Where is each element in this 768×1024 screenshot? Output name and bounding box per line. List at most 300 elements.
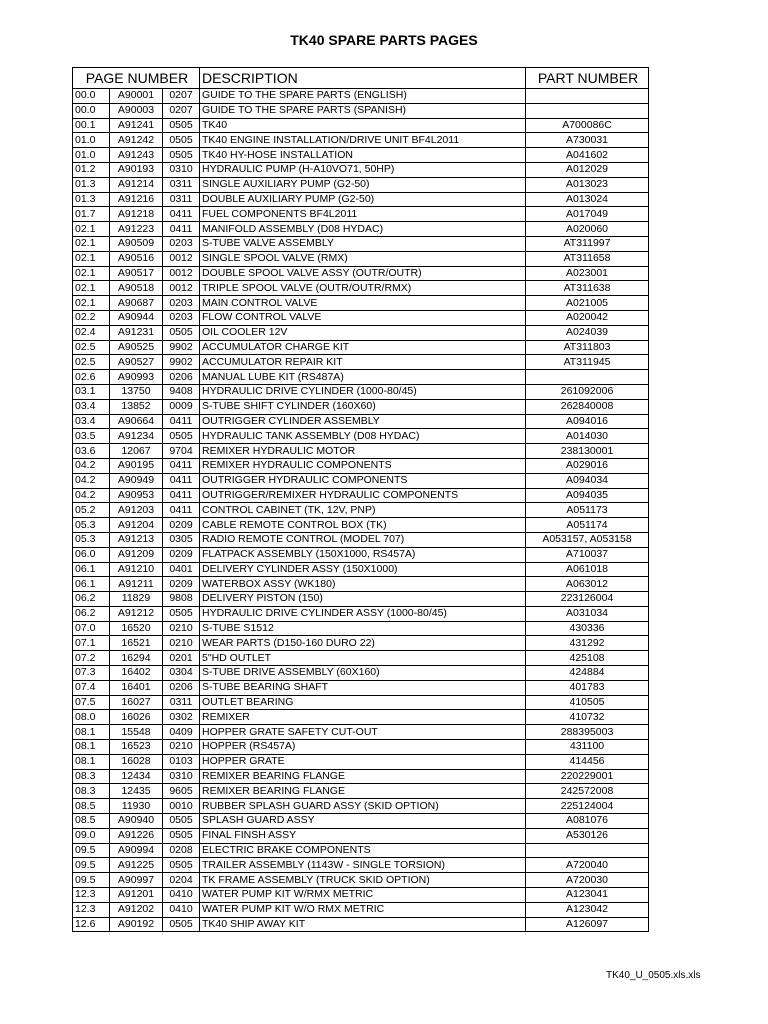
page-section-cell: 02.1 bbox=[73, 251, 110, 266]
page-revision-cell: 0505 bbox=[163, 606, 200, 621]
page-section-cell: 01.7 bbox=[73, 207, 110, 222]
page-code-cell: 12434 bbox=[110, 769, 163, 784]
page-code-cell: A90994 bbox=[110, 843, 163, 858]
page-code-cell: 13750 bbox=[110, 384, 163, 399]
page-code-cell: A91210 bbox=[110, 562, 163, 577]
page-section-cell: 08.3 bbox=[73, 769, 110, 784]
table-row bbox=[73, 592, 649, 607]
description-cell: 5"HD OUTLET bbox=[200, 651, 526, 666]
page-section-cell: 05.3 bbox=[73, 518, 110, 533]
page-section-cell: 05.3 bbox=[73, 532, 110, 547]
description-cell: SINGLE SPOOL VALVE (RMX) bbox=[200, 251, 526, 266]
page-revision-cell: 0411 bbox=[163, 488, 200, 503]
part-number-cell: A081076 bbox=[526, 814, 649, 829]
description-cell: TK FRAME ASSEMBLY (TRUCK SKID OPTION) bbox=[200, 873, 526, 888]
page-revision-cell: 0203 bbox=[163, 236, 200, 251]
page-code-cell: 11829 bbox=[110, 592, 163, 607]
part-number-cell: A123042 bbox=[526, 902, 649, 917]
page-code-cell: A90193 bbox=[110, 162, 163, 177]
page-code-cell: A91214 bbox=[110, 177, 163, 192]
page-revision-cell: 0505 bbox=[163, 828, 200, 843]
page-code-cell: A91202 bbox=[110, 902, 163, 917]
table-row bbox=[73, 562, 649, 577]
part-number-cell: A730031 bbox=[526, 133, 649, 148]
page-section-cell: 08.1 bbox=[73, 725, 110, 740]
part-number-cell: AT311997 bbox=[526, 236, 649, 251]
page-code-cell: A91226 bbox=[110, 828, 163, 843]
table-row bbox=[73, 858, 649, 873]
part-number-cell bbox=[526, 843, 649, 858]
page-section-cell: 09.0 bbox=[73, 828, 110, 843]
table-row bbox=[73, 207, 649, 222]
table-row bbox=[73, 325, 649, 340]
page-revision-cell: 0310 bbox=[163, 162, 200, 177]
page-code-cell: 16026 bbox=[110, 710, 163, 725]
part-number-cell: A013023 bbox=[526, 177, 649, 192]
page-code-cell: A91218 bbox=[110, 207, 163, 222]
table-row bbox=[73, 814, 649, 829]
table-row bbox=[73, 547, 649, 562]
page-section-cell: 09.5 bbox=[73, 858, 110, 873]
part-number-cell: A013024 bbox=[526, 192, 649, 207]
table-row bbox=[73, 355, 649, 370]
page-section-cell: 09.5 bbox=[73, 873, 110, 888]
page-code-cell: A91231 bbox=[110, 325, 163, 340]
table-row bbox=[73, 873, 649, 888]
page-code-cell: A90517 bbox=[110, 266, 163, 281]
description-cell: S-TUBE VALVE ASSEMBLY bbox=[200, 236, 526, 251]
part-number-cell: 425108 bbox=[526, 651, 649, 666]
part-number-cell: A012029 bbox=[526, 162, 649, 177]
page-code-cell: A90509 bbox=[110, 236, 163, 251]
page-revision-cell: 0012 bbox=[163, 251, 200, 266]
page-code-cell: 16521 bbox=[110, 636, 163, 651]
page-code-cell: A91213 bbox=[110, 532, 163, 547]
part-number-cell: 424884 bbox=[526, 666, 649, 681]
page-section-cell: 03.6 bbox=[73, 444, 110, 459]
part-number-cell: A123041 bbox=[526, 888, 649, 903]
page-revision-cell: 0505 bbox=[163, 917, 200, 932]
page-section-cell: 06.1 bbox=[73, 577, 110, 592]
page-revision-cell: 0302 bbox=[163, 710, 200, 725]
page-section-cell: 02.5 bbox=[73, 340, 110, 355]
part-number-cell: A024039 bbox=[526, 325, 649, 340]
page-revision-cell: 0203 bbox=[163, 296, 200, 311]
table-row bbox=[73, 384, 649, 399]
description-cell: DELIVERY CYLINDER ASSY (150X1000) bbox=[200, 562, 526, 577]
page-revision-cell: 0409 bbox=[163, 725, 200, 740]
page-revision-cell: 0304 bbox=[163, 666, 200, 681]
page-title: TK40 SPARE PARTS PAGES bbox=[290, 32, 478, 48]
table-row bbox=[73, 577, 649, 592]
page-revision-cell: 0203 bbox=[163, 310, 200, 325]
table-row bbox=[73, 769, 649, 784]
spare-parts-table bbox=[72, 67, 649, 932]
description-cell: WATERBOX ASSY (WK180) bbox=[200, 577, 526, 592]
description-cell: RADIO REMOTE CONTROL (MODEL 707) bbox=[200, 532, 526, 547]
description-cell: HYDRAULIC TANK ASSEMBLY (D08 HYDAC) bbox=[200, 429, 526, 444]
page-code-cell: A91201 bbox=[110, 888, 163, 903]
part-number-cell: 261092006 bbox=[526, 384, 649, 399]
page-revision-cell: 9605 bbox=[163, 784, 200, 799]
part-number-cell: A720030 bbox=[526, 873, 649, 888]
page-code-cell: A90518 bbox=[110, 281, 163, 296]
page-revision-cell: 0505 bbox=[163, 325, 200, 340]
table-row bbox=[73, 370, 649, 385]
description-cell: FINAL FINSH ASSY bbox=[200, 828, 526, 843]
page-revision-cell: 0210 bbox=[163, 636, 200, 651]
page-code-cell: 16401 bbox=[110, 680, 163, 695]
part-number-cell bbox=[526, 89, 649, 104]
page-section-cell: 02.5 bbox=[73, 355, 110, 370]
page-code-cell: 16294 bbox=[110, 651, 163, 666]
description-cell: RUBBER SPLASH GUARD ASSY (SKID OPTION) bbox=[200, 799, 526, 814]
table-header-row bbox=[73, 68, 649, 89]
page-code-cell: 12435 bbox=[110, 784, 163, 799]
description-cell: S-TUBE S1512 bbox=[200, 621, 526, 636]
page-code-cell: A90516 bbox=[110, 251, 163, 266]
page-revision-cell: 0505 bbox=[163, 814, 200, 829]
page-code-cell: A90527 bbox=[110, 355, 163, 370]
table-row bbox=[73, 296, 649, 311]
table-row bbox=[73, 621, 649, 636]
description-cell: ACCUMULATOR CHARGE KIT bbox=[200, 340, 526, 355]
page-section-cell: 12.3 bbox=[73, 888, 110, 903]
page-revision-cell: 0411 bbox=[163, 222, 200, 237]
page-revision-cell: 0204 bbox=[163, 873, 200, 888]
table-row bbox=[73, 784, 649, 799]
page-code-cell: A90953 bbox=[110, 488, 163, 503]
part-number-cell: A094016 bbox=[526, 414, 649, 429]
table-row bbox=[73, 162, 649, 177]
table-row bbox=[73, 843, 649, 858]
description-cell: CABLE REMOTE CONTROL BOX (TK) bbox=[200, 518, 526, 533]
part-number-cell: A063012 bbox=[526, 577, 649, 592]
file-name-footer: TK40_U_0505.xls.xls bbox=[606, 970, 701, 981]
page-code-cell: A90664 bbox=[110, 414, 163, 429]
table-row bbox=[73, 606, 649, 621]
part-number-cell: 242572008 bbox=[526, 784, 649, 799]
page-code-cell: A91225 bbox=[110, 858, 163, 873]
page-code-cell: A91223 bbox=[110, 222, 163, 237]
description-cell: MANUAL LUBE KIT (RS487A) bbox=[200, 370, 526, 385]
page-section-cell: 12.3 bbox=[73, 902, 110, 917]
page-revision-cell: 0411 bbox=[163, 207, 200, 222]
description-cell: TRAILER ASSEMBLY (1143W - SINGLE TORSION) bbox=[200, 858, 526, 873]
page-section-cell: 08.1 bbox=[73, 754, 110, 769]
page-section-cell: 01.3 bbox=[73, 192, 110, 207]
page-section-cell: 08.1 bbox=[73, 740, 110, 755]
page-revision-cell: 0311 bbox=[163, 192, 200, 207]
table-row bbox=[73, 251, 649, 266]
page-revision-cell: 0207 bbox=[163, 89, 200, 104]
page-code-cell: A90997 bbox=[110, 873, 163, 888]
part-number-cell: 430336 bbox=[526, 621, 649, 636]
page-section-cell: 02.1 bbox=[73, 281, 110, 296]
table-row bbox=[73, 636, 649, 651]
table-row bbox=[73, 799, 649, 814]
table-row bbox=[73, 754, 649, 769]
table-row bbox=[73, 192, 649, 207]
page-section-cell: 05.2 bbox=[73, 503, 110, 518]
page-revision-cell: 0209 bbox=[163, 577, 200, 592]
part-number-cell: AT311803 bbox=[526, 340, 649, 355]
part-number-cell: A014030 bbox=[526, 429, 649, 444]
page-section-cell: 00.0 bbox=[73, 89, 110, 104]
page-revision-cell: 0401 bbox=[163, 562, 200, 577]
table-row bbox=[73, 488, 649, 503]
description-cell: FLOW CONTROL VALVE bbox=[200, 310, 526, 325]
page-section-cell: 01.0 bbox=[73, 148, 110, 163]
table-row bbox=[73, 310, 649, 325]
page-code-cell: A90003 bbox=[110, 103, 163, 118]
table-row bbox=[73, 710, 649, 725]
page-section-cell: 08.5 bbox=[73, 799, 110, 814]
page-code-cell: A90949 bbox=[110, 473, 163, 488]
description-cell: OUTRIGGER CYLINDER ASSEMBLY bbox=[200, 414, 526, 429]
part-number-cell: A051173 bbox=[526, 503, 649, 518]
page-section-cell: 06.2 bbox=[73, 606, 110, 621]
table-row bbox=[73, 651, 649, 666]
part-number-cell: 431100 bbox=[526, 740, 649, 755]
page-revision-cell: 0311 bbox=[163, 177, 200, 192]
page-revision-cell: 0411 bbox=[163, 414, 200, 429]
description-cell: REMIXER bbox=[200, 710, 526, 725]
page-revision-cell: 0411 bbox=[163, 473, 200, 488]
description-cell: REMIXER BEARING FLANGE bbox=[200, 784, 526, 799]
part-number-cell bbox=[526, 103, 649, 118]
page-revision-cell: 0010 bbox=[163, 799, 200, 814]
page-section-cell: 06.0 bbox=[73, 547, 110, 562]
page-section-cell: 03.4 bbox=[73, 399, 110, 414]
part-number-cell: A061018 bbox=[526, 562, 649, 577]
part-number-cell: A020060 bbox=[526, 222, 649, 237]
page-section-cell: 07.0 bbox=[73, 621, 110, 636]
page-code-cell: A90525 bbox=[110, 340, 163, 355]
part-number-cell: 262840008 bbox=[526, 399, 649, 414]
table-row bbox=[73, 828, 649, 843]
description-cell: CONTROL CABINET (TK, 12V, PNP) bbox=[200, 503, 526, 518]
page-code-cell: A91212 bbox=[110, 606, 163, 621]
page-section-cell: 07.1 bbox=[73, 636, 110, 651]
page-section-cell: 02.6 bbox=[73, 370, 110, 385]
page-code-cell: A91216 bbox=[110, 192, 163, 207]
page-section-cell: 02.1 bbox=[73, 236, 110, 251]
table-row bbox=[73, 473, 649, 488]
description-cell: TK40 SHIP AWAY KIT bbox=[200, 917, 526, 932]
part-number-cell: A041602 bbox=[526, 148, 649, 163]
description-cell: S-TUBE DRIVE ASSEMBLY (60X160) bbox=[200, 666, 526, 681]
description-cell: GUIDE TO THE SPARE PARTS (ENGLISH) bbox=[200, 89, 526, 104]
table-row bbox=[73, 503, 649, 518]
page-revision-cell: 0411 bbox=[163, 503, 200, 518]
page-code-cell: 16028 bbox=[110, 754, 163, 769]
page-section-cell: 06.1 bbox=[73, 562, 110, 577]
part-number-cell: 225124004 bbox=[526, 799, 649, 814]
table-row bbox=[73, 399, 649, 414]
table-row bbox=[73, 458, 649, 473]
description-cell: WATER PUMP KIT W/O RMX METRIC bbox=[200, 902, 526, 917]
table-row bbox=[73, 725, 649, 740]
part-number-cell: 431292 bbox=[526, 636, 649, 651]
part-number-cell: A051174 bbox=[526, 518, 649, 533]
description-cell: REMIXER HYDRAULIC MOTOR bbox=[200, 444, 526, 459]
part-number-cell: 223126004 bbox=[526, 592, 649, 607]
page-revision-cell: 0311 bbox=[163, 695, 200, 710]
page-revision-cell: 0209 bbox=[163, 518, 200, 533]
table-row bbox=[73, 340, 649, 355]
part-number-cell: A710037 bbox=[526, 547, 649, 562]
table-row bbox=[73, 917, 649, 932]
page-section-cell: 04.2 bbox=[73, 488, 110, 503]
description-cell: DELIVERY PISTON (150) bbox=[200, 592, 526, 607]
page-revision-cell: 0208 bbox=[163, 843, 200, 858]
table-row bbox=[73, 680, 649, 695]
description-cell: OUTLET BEARING bbox=[200, 695, 526, 710]
page-code-cell: A91234 bbox=[110, 429, 163, 444]
page-code-cell: A90940 bbox=[110, 814, 163, 829]
page-section-cell: 12.6 bbox=[73, 917, 110, 932]
page-section-cell: 07.5 bbox=[73, 695, 110, 710]
table-row bbox=[73, 118, 649, 133]
table-row bbox=[73, 518, 649, 533]
part-number-cell: AT311638 bbox=[526, 281, 649, 296]
table-row bbox=[73, 695, 649, 710]
page-code-cell: A91211 bbox=[110, 577, 163, 592]
part-number-cell: A720040 bbox=[526, 858, 649, 873]
description-cell: HOPPER GRATE SAFETY CUT-OUT bbox=[200, 725, 526, 740]
page-code-cell: A90944 bbox=[110, 310, 163, 325]
page-section-cell: 06.2 bbox=[73, 592, 110, 607]
page-revision-cell: 0201 bbox=[163, 651, 200, 666]
page-revision-cell: 0206 bbox=[163, 680, 200, 695]
page-section-cell: 00.1 bbox=[73, 118, 110, 133]
part-number-cell: AT311945 bbox=[526, 355, 649, 370]
part-number-cell: A017049 bbox=[526, 207, 649, 222]
page-code-cell: A91243 bbox=[110, 148, 163, 163]
part-number-cell: A020042 bbox=[526, 310, 649, 325]
page-revision-cell: 0012 bbox=[163, 281, 200, 296]
part-number-cell: A023001 bbox=[526, 266, 649, 281]
part-number-cell: 410505 bbox=[526, 695, 649, 710]
table-row bbox=[73, 666, 649, 681]
part-number-cell: A031034 bbox=[526, 606, 649, 621]
page-revision-cell: 0505 bbox=[163, 118, 200, 133]
page-revision-cell: 0210 bbox=[163, 621, 200, 636]
page-section-cell: 08.3 bbox=[73, 784, 110, 799]
description-cell: WATER PUMP KIT W/RMX METRIC bbox=[200, 888, 526, 903]
description-cell: SINGLE AUXILIARY PUMP (G2-50) bbox=[200, 177, 526, 192]
page-revision-cell: 0505 bbox=[163, 133, 200, 148]
table-row bbox=[73, 133, 649, 148]
table-row bbox=[73, 281, 649, 296]
page-revision-cell: 0411 bbox=[163, 458, 200, 473]
page-revision-cell: 0012 bbox=[163, 266, 200, 281]
part-number-cell: 220229001 bbox=[526, 769, 649, 784]
part-number-cell: 410732 bbox=[526, 710, 649, 725]
description-cell: OIL COOLER 12V bbox=[200, 325, 526, 340]
page-revision-cell: 9408 bbox=[163, 384, 200, 399]
table-row bbox=[73, 236, 649, 251]
description-cell: ACCUMULATOR REPAIR KIT bbox=[200, 355, 526, 370]
page-section-cell: 07.4 bbox=[73, 680, 110, 695]
page-section-cell: 02.1 bbox=[73, 296, 110, 311]
page-revision-cell: 0009 bbox=[163, 399, 200, 414]
page-code-cell: 16027 bbox=[110, 695, 163, 710]
description-cell: ELECTRIC BRAKE COMPONENTS bbox=[200, 843, 526, 858]
page-revision-cell: 9808 bbox=[163, 592, 200, 607]
description-cell: HYDRAULIC PUMP (H-A10VO71, 50HP) bbox=[200, 162, 526, 177]
part-number-cell: A094035 bbox=[526, 488, 649, 503]
table-body bbox=[73, 89, 649, 932]
description-cell: HOPPER GRATE bbox=[200, 754, 526, 769]
description-cell: DOUBLE AUXILIARY PUMP (G2-50) bbox=[200, 192, 526, 207]
page-section-cell: 03.5 bbox=[73, 429, 110, 444]
part-number-cell: 238130001 bbox=[526, 444, 649, 459]
page-revision-cell: 0505 bbox=[163, 858, 200, 873]
page-section-cell: 07.2 bbox=[73, 651, 110, 666]
table-row bbox=[73, 89, 649, 104]
description-cell: SPLASH GUARD ASSY bbox=[200, 814, 526, 829]
page-code-cell: 16402 bbox=[110, 666, 163, 681]
part-number-cell: A029016 bbox=[526, 458, 649, 473]
table-row bbox=[73, 429, 649, 444]
page-code-cell: A90687 bbox=[110, 296, 163, 311]
page-revision-cell: 0505 bbox=[163, 429, 200, 444]
description-cell: HYDRAULIC DRIVE CYLINDER ASSY (1000-80/45) bbox=[200, 606, 526, 621]
table-row bbox=[73, 888, 649, 903]
description-cell: S-TUBE SHIFT CYLINDER (160X60) bbox=[200, 399, 526, 414]
page-revision-cell: 9704 bbox=[163, 444, 200, 459]
table-row bbox=[73, 740, 649, 755]
part-number-cell: A700086C bbox=[526, 118, 649, 133]
description-cell: HOPPER (RS457A) bbox=[200, 740, 526, 755]
description-cell: TK40 ENGINE INSTALLATION/DRIVE UNIT BF4L2011 bbox=[200, 133, 526, 148]
description-cell: WEAR PARTS (D150-160 DURO 22) bbox=[200, 636, 526, 651]
page-revision-cell: 0410 bbox=[163, 902, 200, 917]
page-section-cell: 09.5 bbox=[73, 843, 110, 858]
description-cell: OUTRIGGER HYDRAULIC COMPONENTS bbox=[200, 473, 526, 488]
description-cell: S-TUBE BEARING SHAFT bbox=[200, 680, 526, 695]
description-cell: TRIPLE SPOOL VALVE (OUTR/OUTR/RMX) bbox=[200, 281, 526, 296]
table-row bbox=[73, 532, 649, 547]
page-revision-cell: 0103 bbox=[163, 754, 200, 769]
description-cell: FLATPACK ASSEMBLY (150X1000, RS457A) bbox=[200, 547, 526, 562]
page-code-cell: 16523 bbox=[110, 740, 163, 755]
description-cell: REMIXER BEARING FLANGE bbox=[200, 769, 526, 784]
table-row bbox=[73, 103, 649, 118]
page-code-cell: 12067 bbox=[110, 444, 163, 459]
part-number-cell: A021005 bbox=[526, 296, 649, 311]
description-cell: MAIN CONTROL VALVE bbox=[200, 296, 526, 311]
page-section-cell: 02.2 bbox=[73, 310, 110, 325]
description-cell: OUTRIGGER/REMIXER HYDRAULIC COMPONENTS bbox=[200, 488, 526, 503]
page-section-cell: 01.3 bbox=[73, 177, 110, 192]
part-number-cell: AT311658 bbox=[526, 251, 649, 266]
description-cell: TK40 bbox=[200, 118, 526, 133]
page-revision-cell: 0207 bbox=[163, 103, 200, 118]
page-section-cell: 00.0 bbox=[73, 103, 110, 118]
page-code-cell: 11930 bbox=[110, 799, 163, 814]
table-row bbox=[73, 177, 649, 192]
page-code-cell: A91203 bbox=[110, 503, 163, 518]
table-row bbox=[73, 222, 649, 237]
page-section-cell: 02.1 bbox=[73, 222, 110, 237]
page-revision-cell: 0206 bbox=[163, 370, 200, 385]
table-row bbox=[73, 444, 649, 459]
part-number-cell: 414456 bbox=[526, 754, 649, 769]
description-header: DESCRIPTION bbox=[200, 68, 526, 89]
